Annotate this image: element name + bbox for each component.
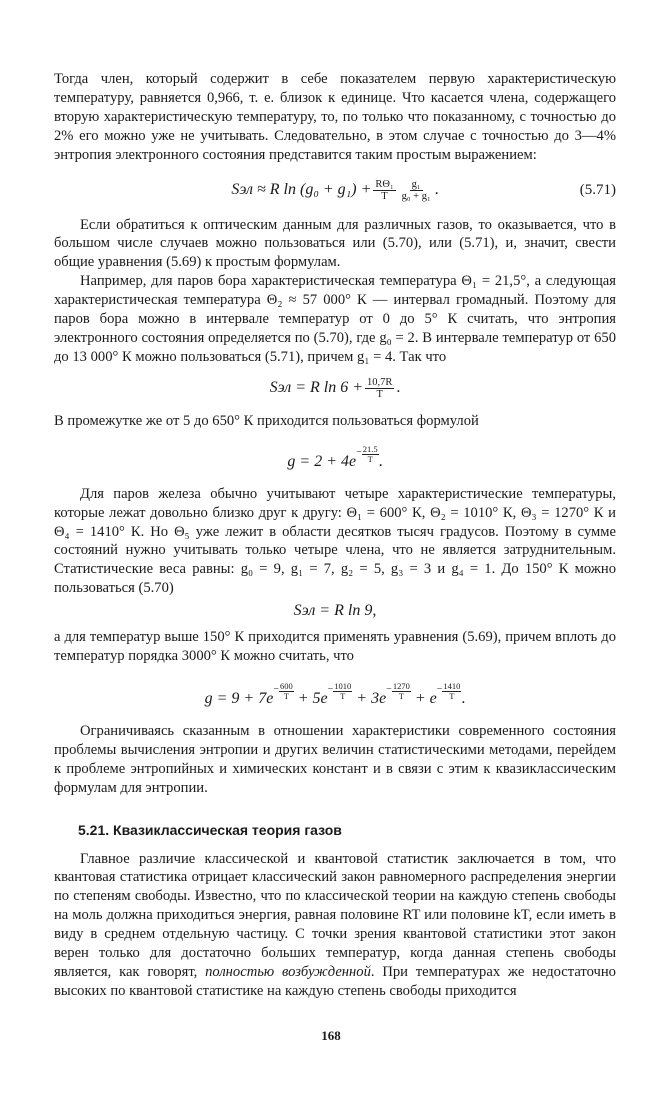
exponent-denominator: T [283, 691, 289, 702]
formula-term: + 5e [297, 689, 328, 707]
formula-s-ln9 [54, 602, 616, 620]
exponent-denominator: T [449, 691, 455, 702]
fraction-numerator: 10,7R [367, 376, 393, 388]
formula-tail: . [378, 452, 383, 470]
exponent-denominator: T [398, 691, 404, 702]
formula-lhs: g = 2 + 4e [287, 452, 357, 470]
page-content [54, 70, 616, 1001]
exponent-fraction [279, 682, 294, 701]
formula-tail: . [434, 181, 439, 199]
formula-g-iron [54, 681, 616, 708]
fraction [400, 179, 433, 202]
paragraph-4: В промежутке же от 5 до 650° К приходится пользоваться формулой [54, 412, 479, 429]
exponent-sign: − [356, 447, 362, 459]
page-number: 168 [321, 1028, 341, 1043]
paragraph-1: Тогда член, который содержит в себе показателем первую характеристическую температуру, равняется 0,966, т. е. близок к единице. Что касается члена, содержащего вторую характеристическую температуру, то, по только что показанному, с точностью до 2% его можно уже не учитывать. Следовательно, в этом случае с точностью до 3—4% энтропия электронного состояния представится таким простым выражением: [54, 71, 616, 163]
exponent-denominator: T [340, 691, 346, 702]
paragraph-5: Для паров железа обычно учитывают четыре характеристические температуры, которые лежат довольно близко друг к другу: Θ₁ = 600° К, Θ₂ = 1010° К, Θ₃ = 1270° К и Θ₄ = 1410° К. Но Θ₅ уже лежит в области десятков тысяч градусов. Поэтому в сумме состояний нужно учитывать только четыре члена, что не является затруднительным. Статистические веса равны: g₀ = 9, g₁ = 7, g₂ = 5, g₃ = 3 и g₄ = 1. До 150° К можно пользоваться (5.70) [54, 485, 616, 597]
fraction [373, 179, 395, 202]
exponent-numerator: 600 [279, 681, 293, 692]
formula-tail: . [396, 379, 401, 397]
paragraph-8-text: Главное различие классической и квантовой статистик заключается в том, что квантовая статистика отрицает классический закон равномерного распределения энергии по степеням свободы. Известно, что по классической теории на каждую степень свободы на моль должна приходиться энергия, равная половине RT или половине kT, если иметь в виду в среднем отдельную частицу. С точки зрения квантовой статистики этот закон верен только для достаточно больших температур, когда данная степень свободы является, как говорят, [54, 850, 616, 980]
section-heading: 5.21. Квазиклассическая теория газов [78, 821, 342, 838]
formula-tail: . [461, 689, 466, 707]
formula-term: + e [414, 689, 437, 707]
formula-text: Sэл = R ln 9, [293, 602, 377, 620]
exponent-sign: − [386, 684, 392, 696]
formula-lead: g = 9 + 7e [204, 689, 274, 707]
exponent-numerator: 21.5 [362, 444, 378, 455]
fraction-denominator: T [376, 388, 383, 400]
paragraph-8 [54, 850, 616, 1001]
formula-lhs: Sэл ≈ R ln (g₀ + g₁) + [231, 181, 372, 199]
exponent-fraction [362, 445, 379, 464]
fraction [365, 377, 394, 400]
emphasis-text: полностью возбужденной [205, 964, 371, 980]
formula-g-boron [54, 444, 616, 471]
exponent-denominator: T [367, 454, 373, 465]
exponent-sign: − [436, 684, 443, 696]
paragraph-8-tail: . При температурах же недостаточно высоких по квантовой статистике на каждую степень свободы приходится [54, 964, 616, 999]
fraction-denominator: T [381, 190, 388, 202]
equation-number: (5.71) [579, 181, 616, 198]
fraction-denominator: g₀ + g₁ [401, 190, 431, 202]
paragraph-7: Ограничиваясь сказанным в отношении характеристики современного состояния проблемы вычисления энтропии и других величин статистическими методами, перейдем к проблеме энтропийных и химических констант и в связи с этим к квазиклассическим формулам для энтропии. [54, 722, 616, 796]
fraction-numerator: g₁ [411, 178, 421, 190]
fraction-numerator: RΘ₁ [375, 178, 394, 190]
exponent-numerator: 1010 [334, 681, 352, 692]
exponent-fraction [442, 682, 461, 701]
exponent-sign: − [327, 684, 334, 696]
formula-s-ln6 [54, 377, 616, 400]
formula-lhs: Sэл = R ln 6 + [269, 379, 364, 397]
formula-5-71 [54, 179, 616, 202]
exponent-fraction [333, 682, 352, 701]
paragraph-6: а для температур выше 150° К приходится применять уравнения (5.69), причем вплоть до температур порядка 3000° К можно считать, что [54, 629, 616, 665]
paragraph-2: Если обратиться к оптическим данным для различных газов, то оказывается, что в большом числе случаев можно пользоваться или (5.70), или (5.71), и, значит, свести общие уравнения (5.69) к простым формулам. [54, 216, 616, 271]
paragraph-3: Например, для паров бора характеристическая температура Θ₁ = 21,5°, а следующая характеристическая температура Θ₂ ≈ 57 000° К — интервал громадный. Поэтому для паров бора можно в интервале температур от 0 до 5° К считать, что энтропия электронного состояния определяется по (5.70), где g₀ = 2. В интервале температур от 650 до 13 000° К можно пользоваться (5.71), причем g₁ = 4. Так что [54, 273, 616, 365]
formula-term: + 3e [356, 689, 387, 707]
exponent-sign: − [273, 684, 279, 696]
exponent-numerator: 1410 [443, 681, 461, 692]
exponent-fraction [392, 682, 411, 701]
exponent-numerator: 1270 [392, 681, 410, 692]
